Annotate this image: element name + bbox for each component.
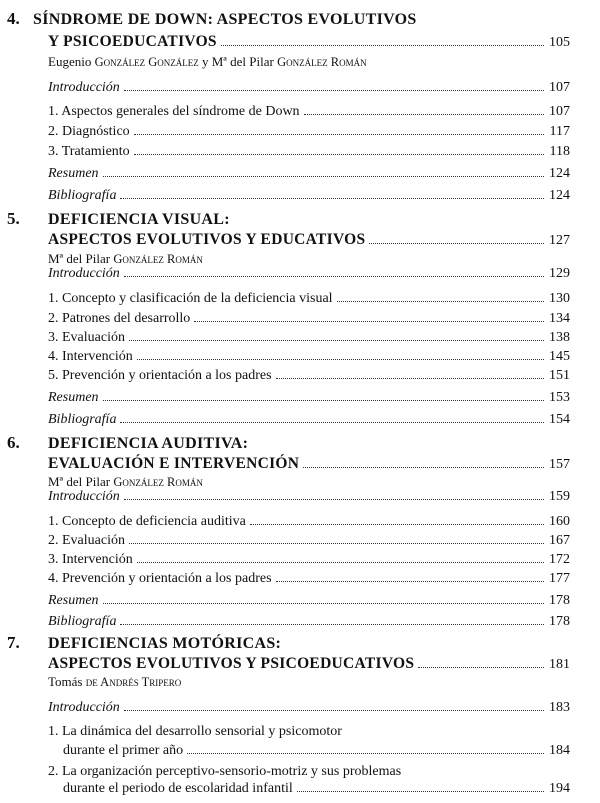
chapter-title-line1: SÍNDROME DE DOWN: ASPECTOS EVOLUTIVOS bbox=[33, 11, 417, 28]
chapter-4-heading bbox=[0, 9, 600, 32]
chapter-author: Eugenio González González y Mª del Pilar González Román bbox=[48, 54, 367, 69]
chapter-4-heading-line2[interactable] bbox=[0, 33, 600, 53]
toc-entry[interactable]: 2. Evaluación 167 bbox=[48, 533, 570, 548]
toc-entry[interactable]: 3. Tratamiento 118 bbox=[48, 144, 570, 159]
chapter-title-line1: DEFICIENCIA AUDITIVA: bbox=[48, 435, 249, 452]
chapter-6-heading-line2[interactable]: EVALUACIÓN E INTERVENCIÓN 157 bbox=[48, 455, 570, 472]
chapter-7-heading-line2[interactable]: ASPECTOS EVOLUTIVOS Y PSICOEDUCATIVOS 181 bbox=[48, 655, 570, 672]
chapter-title-line1: DEFICIENCIAS MOTÓRICAS: bbox=[48, 635, 282, 652]
toc-entry[interactable]: Resumen 178 bbox=[48, 593, 570, 608]
toc-entry[interactable]: 5. Prevención y orientación a los padres 151 bbox=[48, 368, 570, 383]
toc-entry[interactable]: 1. Concepto y clasificación de la deficiencia visual 130 bbox=[48, 291, 570, 306]
toc-entry[interactable]: 3. Evaluación 138 bbox=[48, 330, 570, 345]
toc-entry[interactable]: Bibliografía 124 bbox=[48, 188, 570, 203]
toc-entry[interactable]: Introducción 159 bbox=[48, 489, 570, 504]
chapter-author: Mª del Pilar González Román bbox=[48, 251, 203, 266]
chapter-6-heading bbox=[0, 433, 600, 456]
chapter-5-heading bbox=[0, 209, 600, 232]
chapter-number: 6. bbox=[7, 433, 20, 452]
toc-entry[interactable]: Bibliografía 178 bbox=[48, 614, 570, 629]
chapter-5-heading-line2[interactable]: ASPECTOS EVOLUTIVOS Y EDUCATIVOS 127 bbox=[48, 231, 570, 248]
toc-entry[interactable]: Introducción 129 bbox=[48, 266, 570, 281]
chapter-number: 5. bbox=[7, 209, 20, 228]
chapter-author: Mª del Pilar González Román bbox=[48, 474, 203, 489]
toc-entry[interactable]: Resumen 124 bbox=[48, 166, 570, 181]
chapter-number: 7. bbox=[7, 633, 20, 652]
chapter-7-heading bbox=[0, 633, 600, 656]
toc-entry[interactable]: 1. Aspectos generales del síndrome de Down 107 bbox=[48, 104, 570, 119]
chapter-title-line1: DEFICIENCIA VISUAL: bbox=[48, 211, 230, 228]
toc-entry-line1: 1. La dinámica del desarrollo sensorial y psicomotor bbox=[48, 724, 342, 739]
toc-entry[interactable]: 4. Intervención 145 bbox=[48, 349, 570, 364]
toc-entry[interactable]: durante el primer año 184 bbox=[63, 743, 570, 758]
toc-entry[interactable]: 4. Prevención y orientación a los padres 177 bbox=[48, 571, 570, 586]
toc-entry[interactable]: durante el periodo de escolaridad infantil 194 bbox=[63, 781, 570, 796]
chapter-page: 105 bbox=[549, 35, 570, 50]
toc-entry[interactable]: 3. Intervención 172 bbox=[48, 552, 570, 567]
toc-entry[interactable]: 2. Diagnóstico 117 bbox=[48, 124, 570, 139]
toc-entry[interactable]: 1. Concepto de deficiencia auditiva 160 bbox=[48, 514, 570, 529]
toc-entry[interactable]: Resumen 153 bbox=[48, 390, 570, 405]
toc-entry[interactable]: Introducción 183 bbox=[48, 700, 570, 715]
chapter-title-line2: Y PSICOEDUCATIVOS bbox=[48, 33, 217, 50]
toc-entry-line1: 2. La organización perceptivo-sensorio-motriz y sus problemas bbox=[48, 764, 402, 779]
chapter-number: 4. bbox=[7, 9, 20, 28]
toc-entry[interactable]: 2. Patrones del desarrollo 134 bbox=[48, 311, 570, 326]
toc-entry[interactable]: Bibliografía 154 bbox=[48, 412, 570, 427]
toc-entry[interactable]: Introducción 107 bbox=[48, 80, 570, 95]
chapter-author: Tomás de Andrés Tripero bbox=[48, 674, 182, 689]
